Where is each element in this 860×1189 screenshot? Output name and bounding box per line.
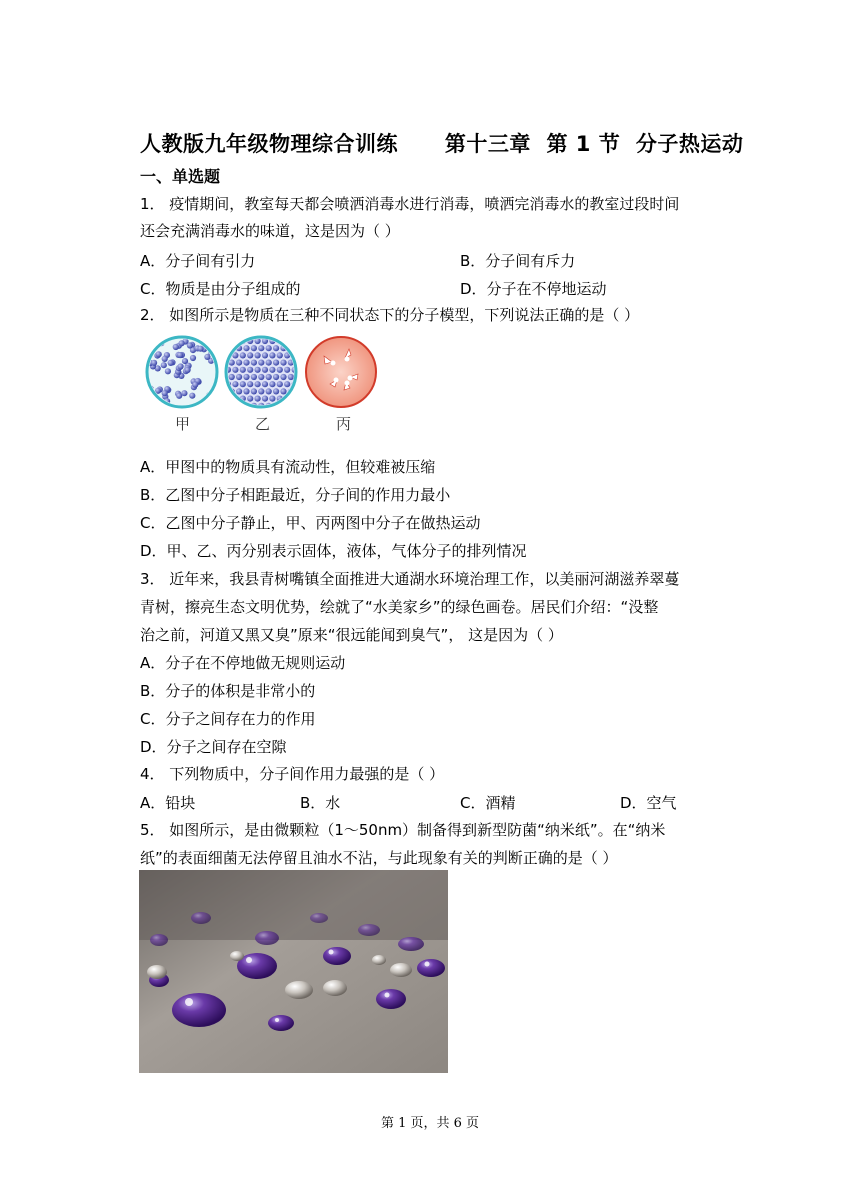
figure-label-yi: 乙 [255,415,271,433]
q1-stem-line1: 1． 疫情期间，教室每天都会喷洒消毒水进行消毒，喷洒完消毒水的教室过段时间 [140,195,680,213]
q1-stem-line2: 还会充满消毒水的味道，这是因为（ ） [140,222,400,240]
page-title: 人教版九年级物理综合训练 第十三章 第 1 节 分子热运动 [140,132,744,156]
q3-stem-line3: 治之前，河道又黑又臭”原来“很远能闻到臭气”， 这是因为（ ） [140,626,563,644]
solid-model-circle [225,337,302,409]
q1-option-d: D．分子在不停地运动 [460,280,607,298]
liquid-model-circle [147,337,217,407]
q3-stem-line1: 3． 近年来，我县青树嘴镇全面推进大通湖水环境治理工作，以美丽河湖滋养翠蔓 [140,570,680,588]
q4-option-d: D．空气 [620,794,677,812]
q4-option-c: C．酒精 [460,794,516,812]
q4-option-a: A．铅块 [140,794,196,812]
q1-option-a: A．分子间有引力 [140,252,256,270]
q5-stem-line1: 5． 如图所示，是由微颗粒（1～50nm）制备得到新型防菌“纳米纸”。在“纳米 [140,821,666,839]
q3-option-c: C．分子之间存在力的作用 [140,710,316,728]
q3-option-a: A．分子在不停地做无规则运动 [140,654,346,672]
q2-option-d: D．甲、乙、丙分别表示固体，液体，气体分子的排列情况 [140,542,527,560]
molecule-model-figure [144,334,380,410]
q1-option-c: C．物质是由分子组成的 [140,280,301,298]
q3-option-d: D．分子之间存在空隙 [140,738,287,756]
q2-stem-line1: 2． 如图所示是物质在三种不同状态下的分子模型，下列说法正确的是（ ） [140,306,640,324]
figure-label-jia: 甲 [175,415,191,433]
q4-stem-line1: 4． 下列物质中，分子间作用力最强的是（ ） [140,765,445,783]
q3-stem-line2: 青树，擦亮生态文明优势，绘就了“水美家乡”的绿色画卷。居民们介绍：“没整 [140,598,659,616]
q2-option-c: C．乙图中分子静止，甲、丙两图中分子在做热运动 [140,514,481,532]
q3-option-b: B．分子的体积是非常小的 [140,682,316,700]
page-footer: 第 1 页，共 6 页 [380,1116,480,1131]
q4-option-b: B．水 [300,794,341,812]
q1-option-b: B．分子间有斥力 [460,252,576,270]
q2-option-a: A．甲图中的物质具有流动性，但较难被压缩 [140,458,436,476]
q5-stem-line2: 纸”的表面细菌无法停留且油水不沾，与此现象有关的判断正确的是（ ） [140,849,618,867]
nano-paper-photo [139,870,448,1073]
figure-label-bing: 丙 [336,415,352,433]
section-heading: 一、单选题 [140,167,221,186]
gas-model-circle [306,337,376,407]
q2-option-b: B．乙图中分子相距最近，分子间的作用力最小 [140,486,451,504]
